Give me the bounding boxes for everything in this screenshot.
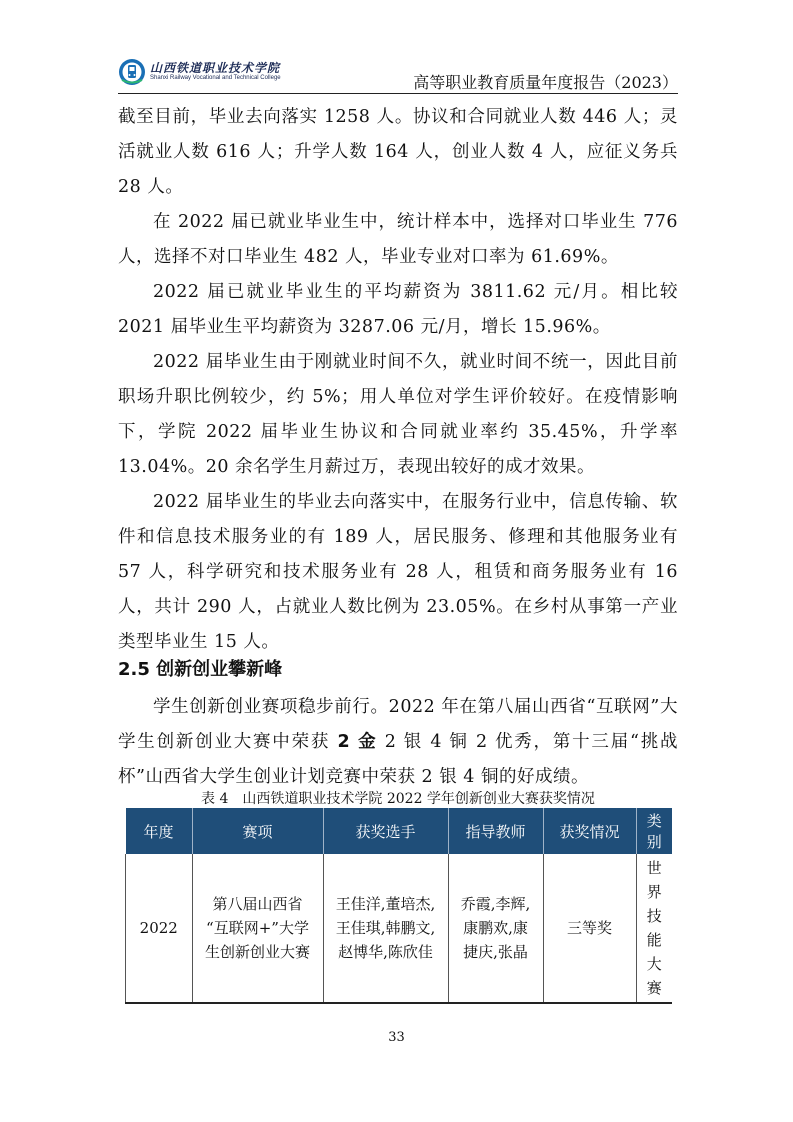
college-logo-icon [118, 58, 146, 86]
section-heading: 2.5 创新创业攀新峰 [118, 659, 283, 680]
cell-teachers: 乔霞,李辉, 康鹏欢,康 捷庆,张晶 [448, 854, 543, 1003]
cell-students: 王佳洋,董培杰, 王佳琪,韩鹏文, 赵博华,陈欣佳 [323, 854, 448, 1003]
cell-year: 2022 [126, 854, 193, 1003]
table-header-row [126, 808, 673, 854]
header-students: 获奖选手 [323, 808, 448, 854]
paragraph-innovation [118, 690, 678, 795]
logo-english-name: Shanxi Railway Vocational and Technical College [150, 75, 281, 81]
paragraph-industry: 2022 届毕业生的毕业去向落实中，在服务行业中，信息传输、软件和信息技术服务业的有 189 人，居民服务、修理和其他服务业有 57 人，科学研究和技术服务业有 28 人，租赁和商务服务业有 16 人，共计 290 人，占就业人数比例为 23.05%。在乡村从事第一产业类型毕业生 15 人。 [118, 492, 678, 652]
cell-event: 第八届山西省 “互联网+”大学 生创新创业大赛 [192, 854, 323, 1003]
innovation-gold-count: 2 金 [337, 732, 378, 752]
paragraph-promotion: 2022 届毕业生由于刚就业时间不久，就业时间不统一，因此目前职场升职比例较少，约 5%；用人单位对学生评价较好。在疫情影响下，学院 2022 届毕业生协议和合同就业率约 35.45%，升学率 13.04%。20 余名学生月薪过万，表现出较好的成才效果。 [118, 352, 678, 477]
section-body [118, 690, 678, 795]
report-title: 高等职业教育质量年度报告（2023） [413, 73, 678, 92]
paragraph-salary: 2022 届已就业毕业生的平均薪资为 3811.62 元/月。相比较 2021 届毕业生平均薪资为 3287.06 元/月，增长 15.96%。 [118, 282, 678, 337]
header-year: 年度 [126, 808, 193, 854]
cell-category: 世界 技能 大赛 [646, 859, 662, 997]
table-caption: 表 4 山西铁道职业技术学院 2022 学年创新创业大赛获奖情况 [201, 791, 595, 807]
awards-table [125, 808, 672, 1004]
header-event: 赛项 [192, 808, 323, 854]
page-number: 33 [388, 1030, 405, 1045]
table-row [126, 854, 673, 1003]
cell-award: 三等奖 [543, 854, 636, 1003]
body-text [118, 100, 678, 660]
header-divider [118, 93, 678, 94]
paragraph-employment-status: 截至目前，毕业去向落实 1258 人。协议和合同就业人数 446 人；灵活就业人数 616 人；升学人数 164 人，创业人数 4 人，应征义务兵 28 人。 [118, 107, 678, 197]
innovation-text-start: 学生创新创业赛项稳步前行。2022 年在第八届山西省“互联网”大学生创新创业大赛中荣获 [118, 697, 678, 752]
page-header [118, 58, 678, 92]
header-category: 类别 [636, 808, 672, 854]
innovation-text-end: 2 银 4 铜 2 优秀，第十三届“挑战杯”山西省大学生创业计划竞赛中荣获 2 银 4 铜的好成绩。 [118, 732, 678, 787]
header-teachers: 指导教师 [448, 808, 543, 854]
paragraph-major-match: 在 2022 届已就业毕业生中，统计样本中，选择对口毕业生 776 人，选择不对口毕业生 482 人，毕业专业对口率为 61.69%。 [118, 212, 678, 267]
header-award: 获奖情况 [543, 808, 636, 854]
logo-chinese-name: 山西铁道职业技术学院 [150, 61, 281, 75]
